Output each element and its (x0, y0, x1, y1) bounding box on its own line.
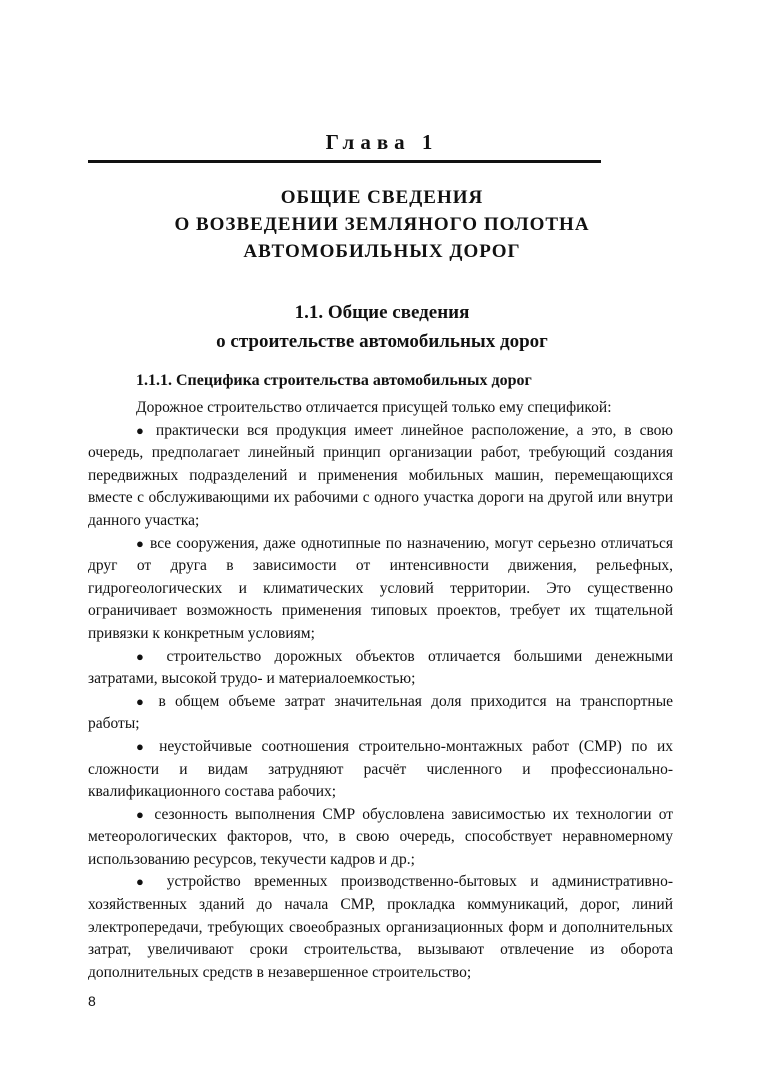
bullet-text: устройство временных производственно-бытовых и административно-хозяйственных зданий до начала СМР, прокладка коммуникаций, дорог, линий электропередачи, требующих своеобразных организационных форм и дополнительных затрат, увеличивают сроки строительства, вызывают отвлечение из оборота дополнительных средств в незавершенное строительство; (88, 873, 674, 981)
bullet-text: сезонность выполнения СМР обусловлена зависимостью их технологии от метеорологических факторов, что, в свою очередь, способствует неравномерному использованию ресурсов, текучести кадров и др.; (88, 805, 674, 868)
bullet-paragraph (88, 736, 673, 804)
bullet-text: в общем объеме затрат значительная доля приходится на транспортные работы; (88, 692, 674, 733)
subsection-title: 1.1.1. Специфика строительства автомобильных дорог (136, 372, 532, 389)
intro-paragraph: Дорожное строительство отличается присущей только ему спецификой: (136, 399, 612, 416)
bullet-paragraph (88, 871, 673, 984)
bullet-icon: ● (136, 535, 145, 551)
body-text (88, 397, 673, 984)
bullet-icon: ● (136, 693, 150, 709)
bullet-paragraph (88, 691, 673, 736)
bullet-paragraph (88, 804, 673, 872)
bullet-icon: ● (136, 422, 148, 438)
section-title (0, 298, 764, 356)
bullet-paragraph (88, 646, 673, 691)
bullet-paragraph (88, 533, 673, 646)
bullet-text: неустойчивые соотношения строительно-монтажных работ (СМР) по их сложности и видам затрудняют расчёт численного и профессионально-квалификационного состава рабочих; (88, 737, 674, 801)
bullet-icon: ● (136, 648, 154, 664)
chapter-title-line: ОБЩИЕ СВЕДЕНИЯ (280, 187, 484, 208)
chapter-title-line: О ВОЗВЕДЕНИИ ЗЕМЛЯНОГО ПОЛОТНА (174, 214, 590, 235)
chapter-divider-rule (88, 160, 601, 163)
section-title-line: о строительстве автомобильных дорог (216, 331, 548, 352)
bullet-text: все сооружения, даже однотипные по назначению, могут серьезно отличаться друг от друга в зависимости от интенсивности движения, рельефных, гидрогеологических и климатических условий территории. Это существенно ограничивает возможность применения типовых проектов, требует их тщательной привязки к конкретным условиям; (88, 534, 673, 642)
bullet-icon: ● (136, 874, 154, 890)
bullet-paragraph (88, 420, 673, 533)
bullet-icon: ● (136, 806, 148, 822)
section-title-line: 1.1. Общие сведения (294, 302, 470, 323)
chapter-label: Глава 1 (325, 130, 439, 154)
bullet-icon: ● (136, 738, 150, 754)
page-number: 8 (88, 993, 96, 1009)
bullet-text: строительство дорожных объектов отличается большими денежными затратами, высокой трудо- и материалоемкостью; (88, 647, 673, 688)
bullet-text: практически вся продукция имеет линейное расположение, а это, в свою очередь, предполагает линейный принцип организации работ, требующий создания передвижных подразделений и применения мобильных машин, перемещающихся вместе с обслуживающими их рабочими с одного участка дороги на другой или внутри данного участка; (88, 421, 673, 529)
chapter-title (0, 184, 764, 265)
chapter-title-line: АВТОМОБИЛЬНЫХ ДОРОГ (243, 241, 521, 262)
